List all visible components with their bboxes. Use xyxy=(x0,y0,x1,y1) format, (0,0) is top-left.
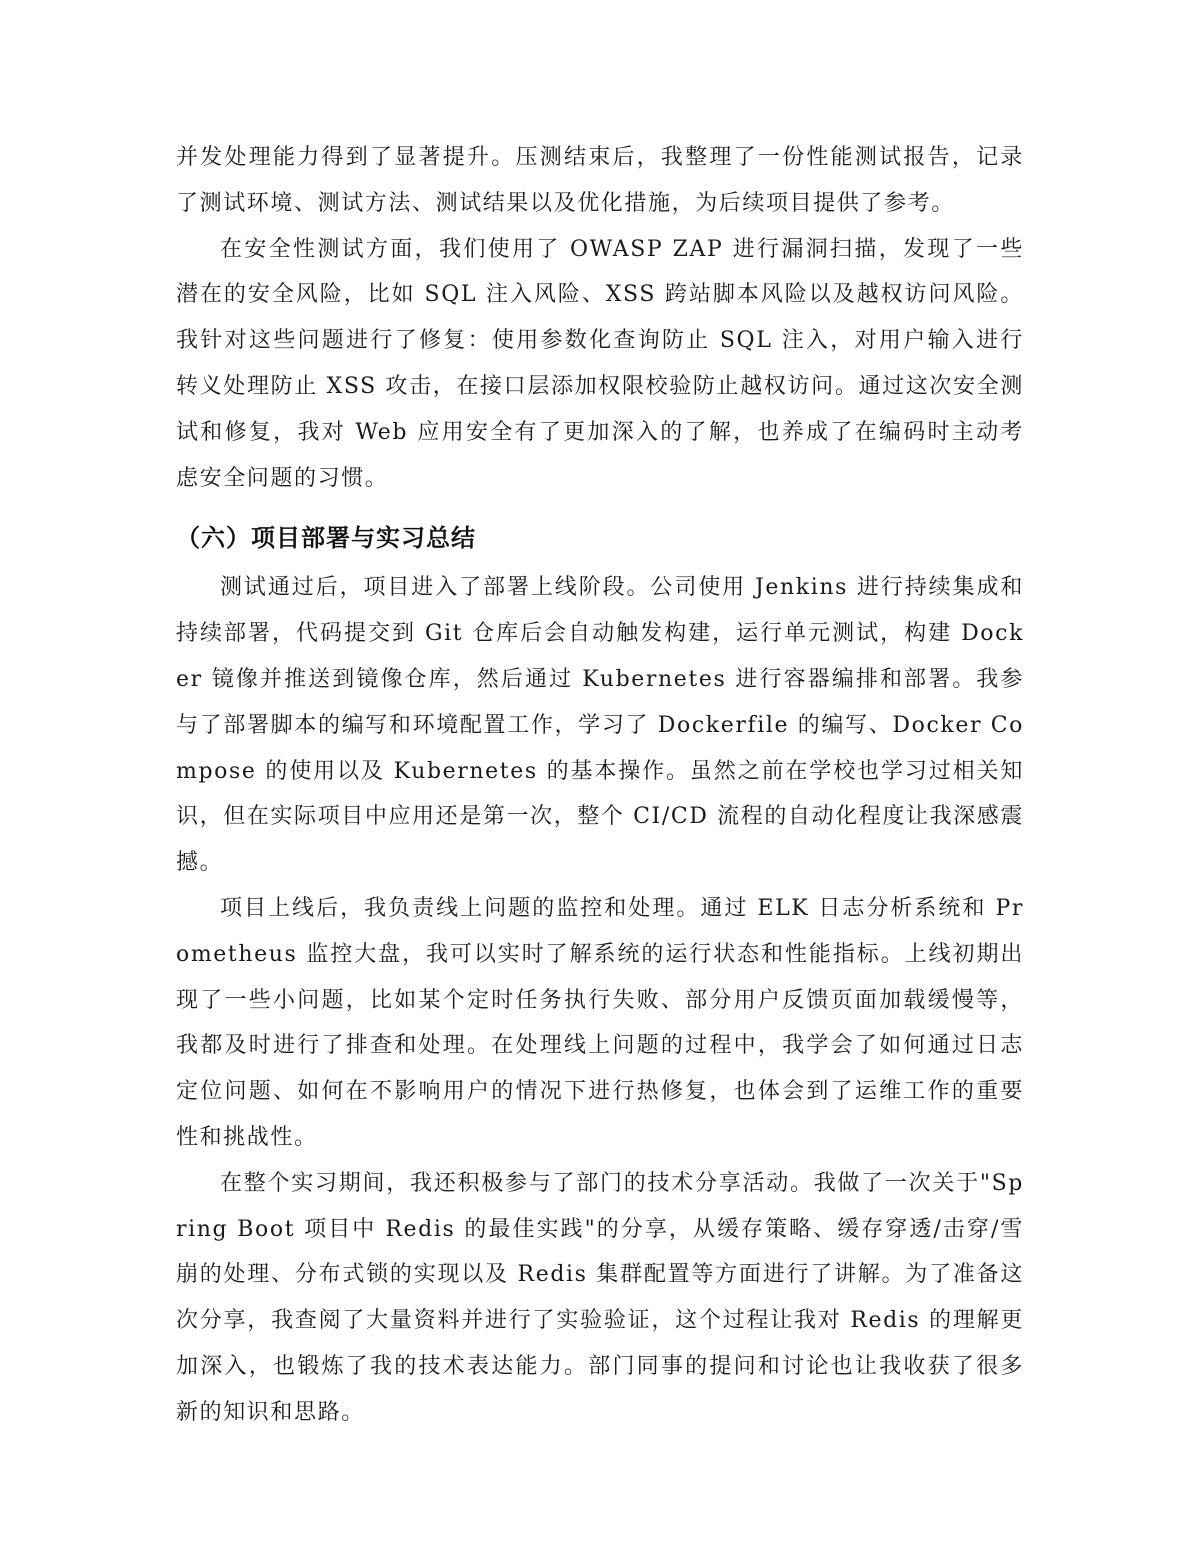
page-content xyxy=(176,135,1024,1436)
paragraph-deployment: 测试通过后，项目进入了部署上线阶段。公司使用 Jenkins 进行持续集成和持续部署，代码提交到 Git 仓库后会自动触发构建，运行单元测试，构建 Docker 镜像并推送到镜像仓库，然后通过 Kubernetes 进行容器编排和部署。我参与了部署脚本的编写和环境配置工作，学习了 Dockerfile 的编写、Docker Compose 的使用以及 Kubernetes 的基本操作。虽然之前在学校也学习过相关知识，但在实际项目中应用还是第一次，整个 CI/CD 流程的自动化程度让我深感震撼。 xyxy=(176,575,1024,876)
paragraph-monitoring: 项目上线后，我负责线上问题的监控和处理。通过 ELK 日志分析系统和 Prometheus 监控大盘，我可以实时了解系统的运行状态和性能指标。上线初期出现了一些小问题，比如某个定时任务执行失败、部分用户反馈页面加载缓慢等，我都及时进行了排查和处理。在处理线上问题的过程中，我学会了如何通过日志定位问题、如何在不影响用户的情况下进行热修复，也体会到了运维工作的重要性和挑战性。 xyxy=(176,895,1024,1150)
paragraph-security-testing: 在安全性测试方面，我们使用了 OWASP ZAP 进行漏洞扫描，发现了一些潜在的安全风险，比如 SQL 注入风险、XSS 跨站脚本风险以及越权访问风险。我针对这些问题进行了修复：使用参数化查询防止 SQL 注入，对用户输入进行转义处理防止 XSS 攻击，在接口层添加权限校验防止越权访问。通过这次安全测试和修复，我对 Web 应用安全有了更加深入的了解，也养成了在编码时主动考虑安全问题的习惯。 xyxy=(176,236,1024,491)
paragraph-tech-sharing: 在整个实习期间，我还积极参与了部门的技术分享活动。我做了一次关于"Spring Boot 项目中 Redis 的最佳实践"的分享，从缓存策略、缓存穿透/击穿/雪崩的处理、分布式锁的实现以及 Redis 集群配置等方面进行了讲解。为了准备这次分享，我查阅了大量资料并进行了实验验证，这个过程让我对 Redis 的理解更加深入，也锻炼了我的技术表达能力。部门同事的提问和讨论也让我收获了很多新的知识和思路。 xyxy=(176,1170,1024,1425)
section-heading: （六）项目部署与实习总结 xyxy=(176,524,476,553)
paragraph-performance-report: 并发处理能力得到了显著提升。压测结束后，我整理了一份性能测试报告，记录了测试环境、测试方法、测试结果以及优化措施，为后续项目提供了参考。 xyxy=(176,145,1024,216)
